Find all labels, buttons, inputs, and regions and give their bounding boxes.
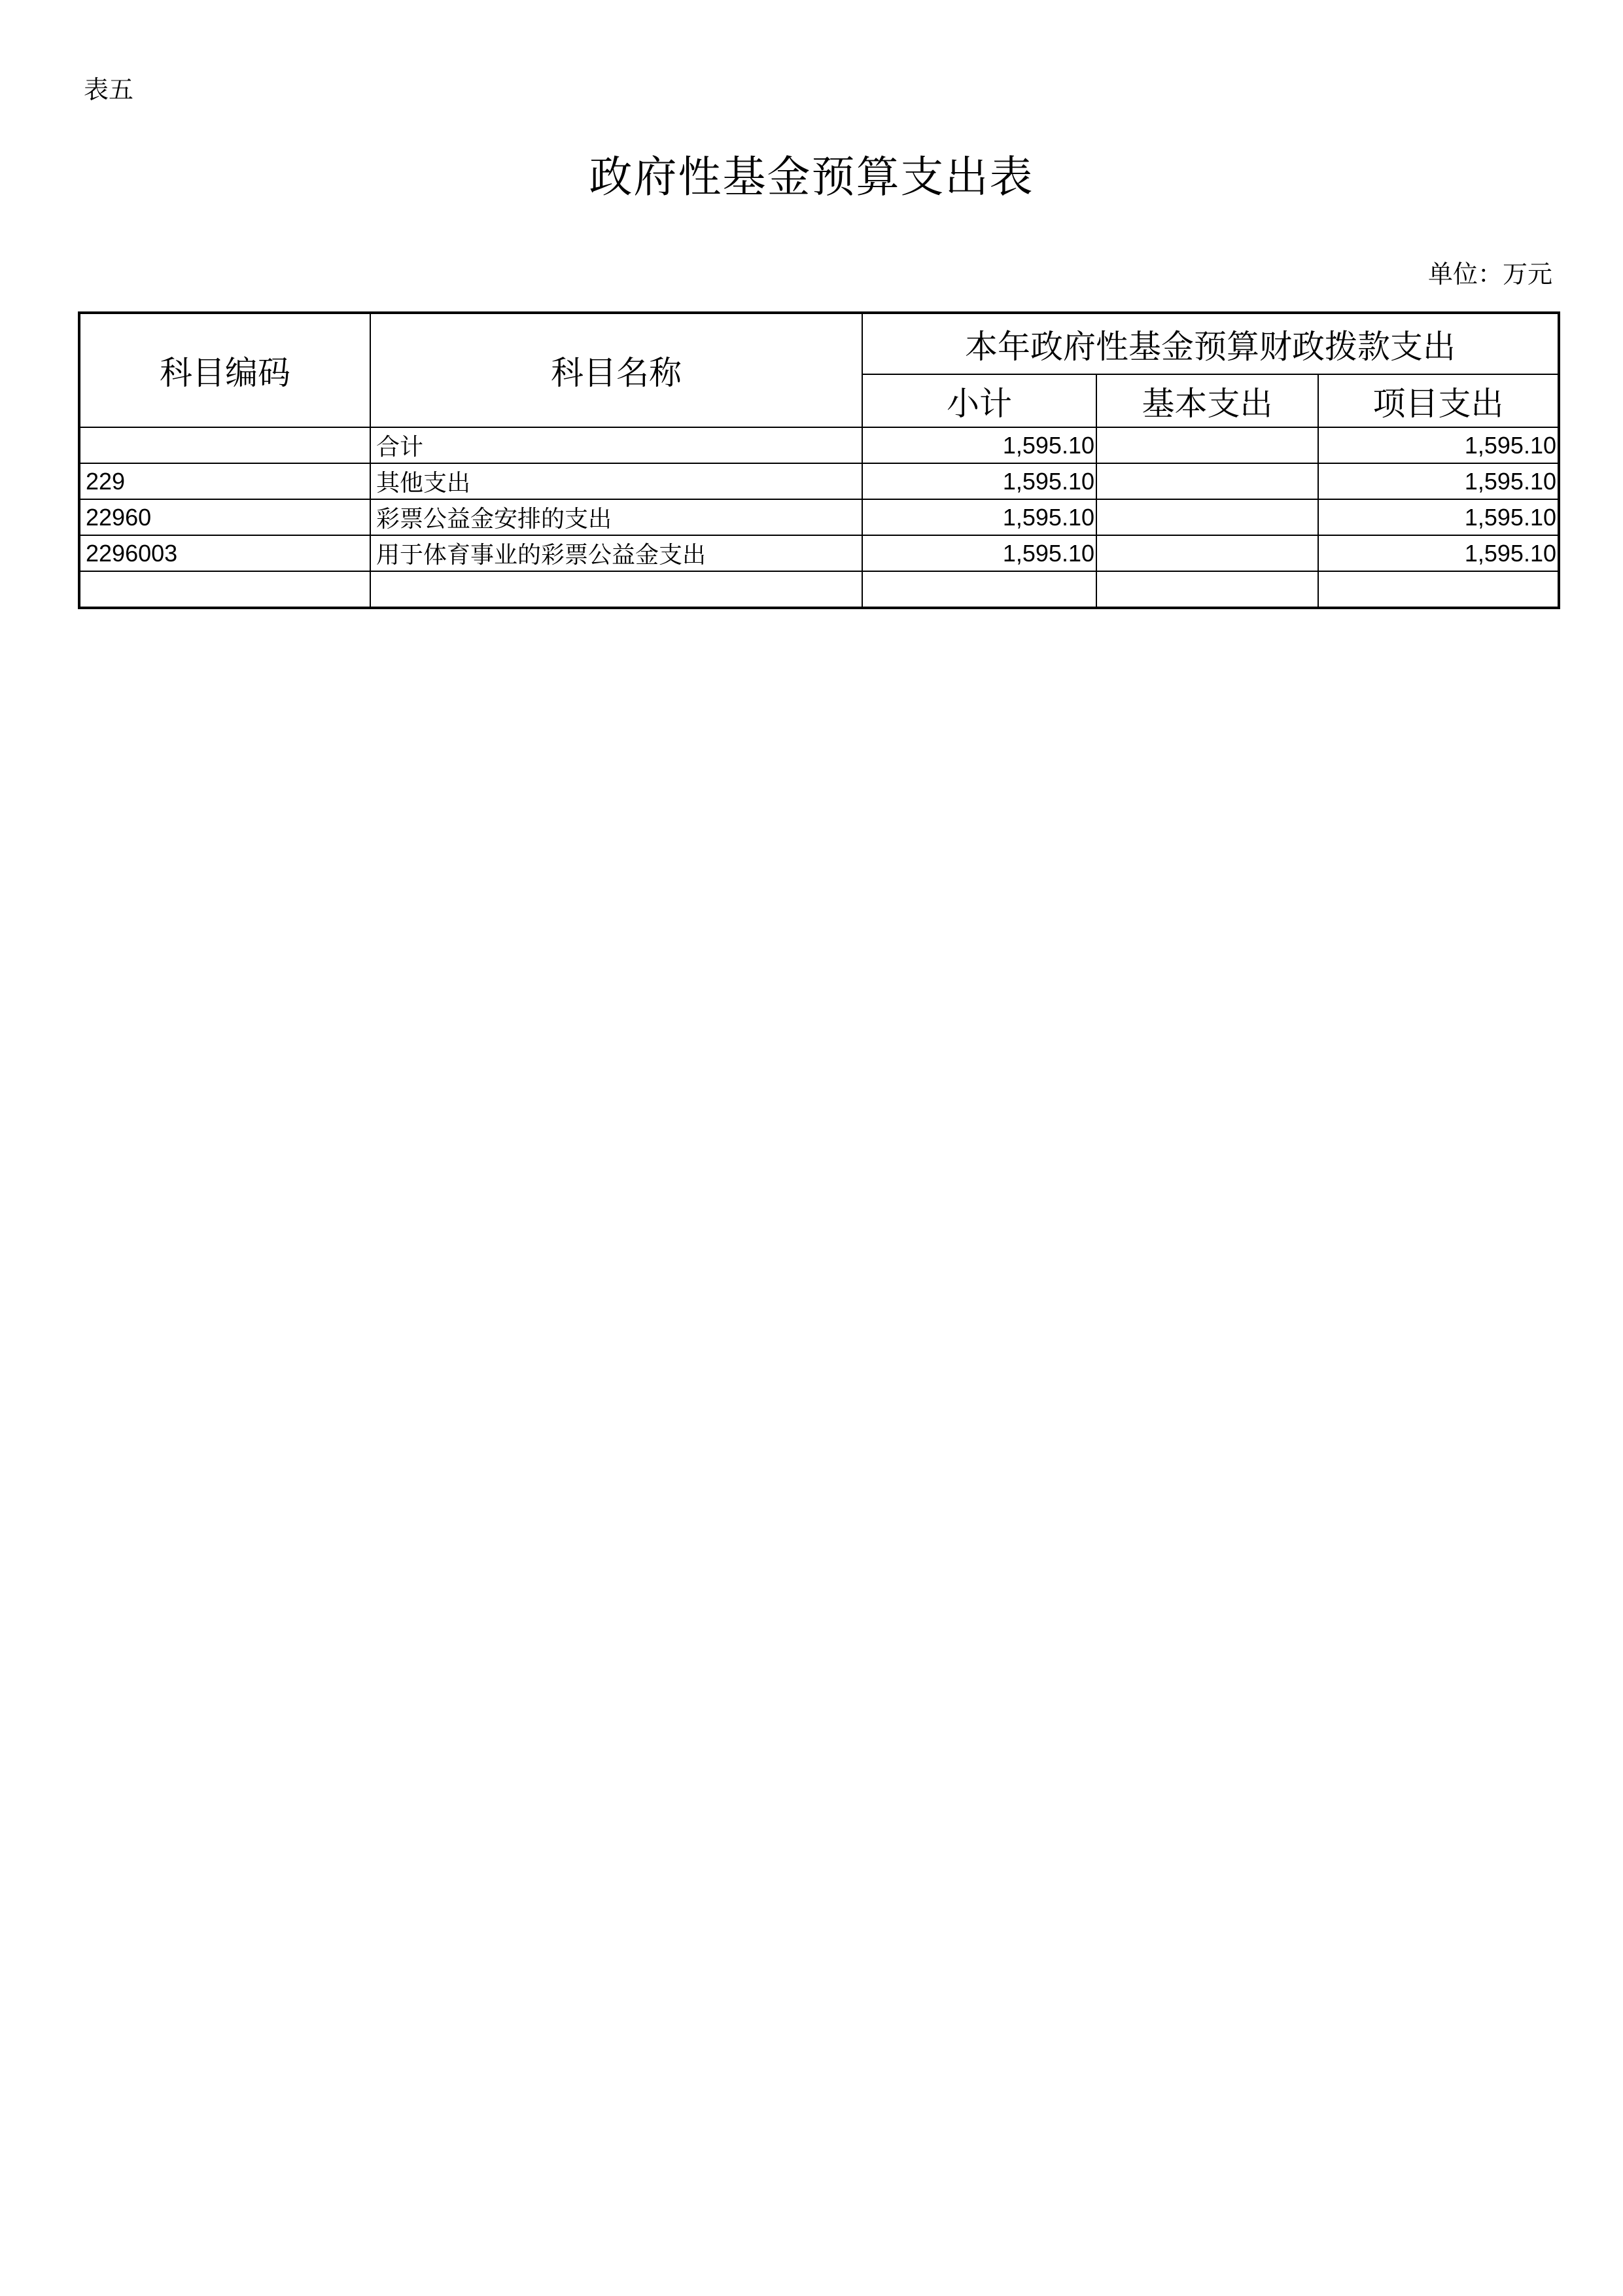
page-title: 政府性基金预算支出表 bbox=[589, 152, 1034, 202]
cell-subtotal: 1,595.10 bbox=[862, 463, 1096, 499]
header-project: 项目支出 bbox=[1318, 374, 1559, 427]
header-subtotal: 小计 bbox=[862, 374, 1096, 427]
cell-subtotal: 1,595.10 bbox=[862, 499, 1096, 535]
cell-code: 2296003 bbox=[79, 535, 370, 571]
table-header-row bbox=[79, 313, 1559, 374]
cell-code bbox=[79, 427, 370, 463]
cell-code: 229 bbox=[79, 463, 370, 499]
cell-subtotal: 1,595.10 bbox=[862, 535, 1096, 571]
header-group: 本年政府性基金预算财政拨款支出 bbox=[862, 313, 1559, 374]
cell-code bbox=[79, 571, 370, 608]
cell-basic bbox=[1096, 571, 1318, 608]
cell-name: 彩票公益金安排的支出 bbox=[370, 499, 862, 535]
sheet-label: 表五 bbox=[84, 75, 134, 104]
cell-name: 用于体育事业的彩票公益金支出 bbox=[370, 535, 862, 571]
cell-basic bbox=[1096, 427, 1318, 463]
table-row bbox=[79, 463, 1559, 499]
cell-project: 1,595.10 bbox=[1318, 499, 1559, 535]
cell-project bbox=[1318, 571, 1559, 608]
cell-project: 1,595.10 bbox=[1318, 427, 1559, 463]
table-row bbox=[79, 427, 1559, 463]
table-row bbox=[79, 571, 1559, 608]
cell-name bbox=[370, 571, 862, 608]
cell-name: 合计 bbox=[370, 427, 862, 463]
cell-name: 其他支出 bbox=[370, 463, 862, 499]
budget-table bbox=[78, 311, 1560, 609]
header-code: 科目编码 bbox=[79, 313, 370, 427]
cell-project: 1,595.10 bbox=[1318, 463, 1559, 499]
table-row bbox=[79, 535, 1559, 571]
cell-basic bbox=[1096, 463, 1318, 499]
cell-project: 1,595.10 bbox=[1318, 535, 1559, 571]
cell-subtotal: 1,595.10 bbox=[862, 427, 1096, 463]
header-name: 科目名称 bbox=[370, 313, 862, 427]
unit-label: 单位：万元 bbox=[1427, 260, 1552, 289]
cell-basic bbox=[1096, 535, 1318, 571]
cell-subtotal bbox=[862, 571, 1096, 608]
cell-basic bbox=[1096, 499, 1318, 535]
table-row bbox=[79, 499, 1559, 535]
cell-code: 22960 bbox=[79, 499, 370, 535]
header-basic: 基本支出 bbox=[1096, 374, 1318, 427]
